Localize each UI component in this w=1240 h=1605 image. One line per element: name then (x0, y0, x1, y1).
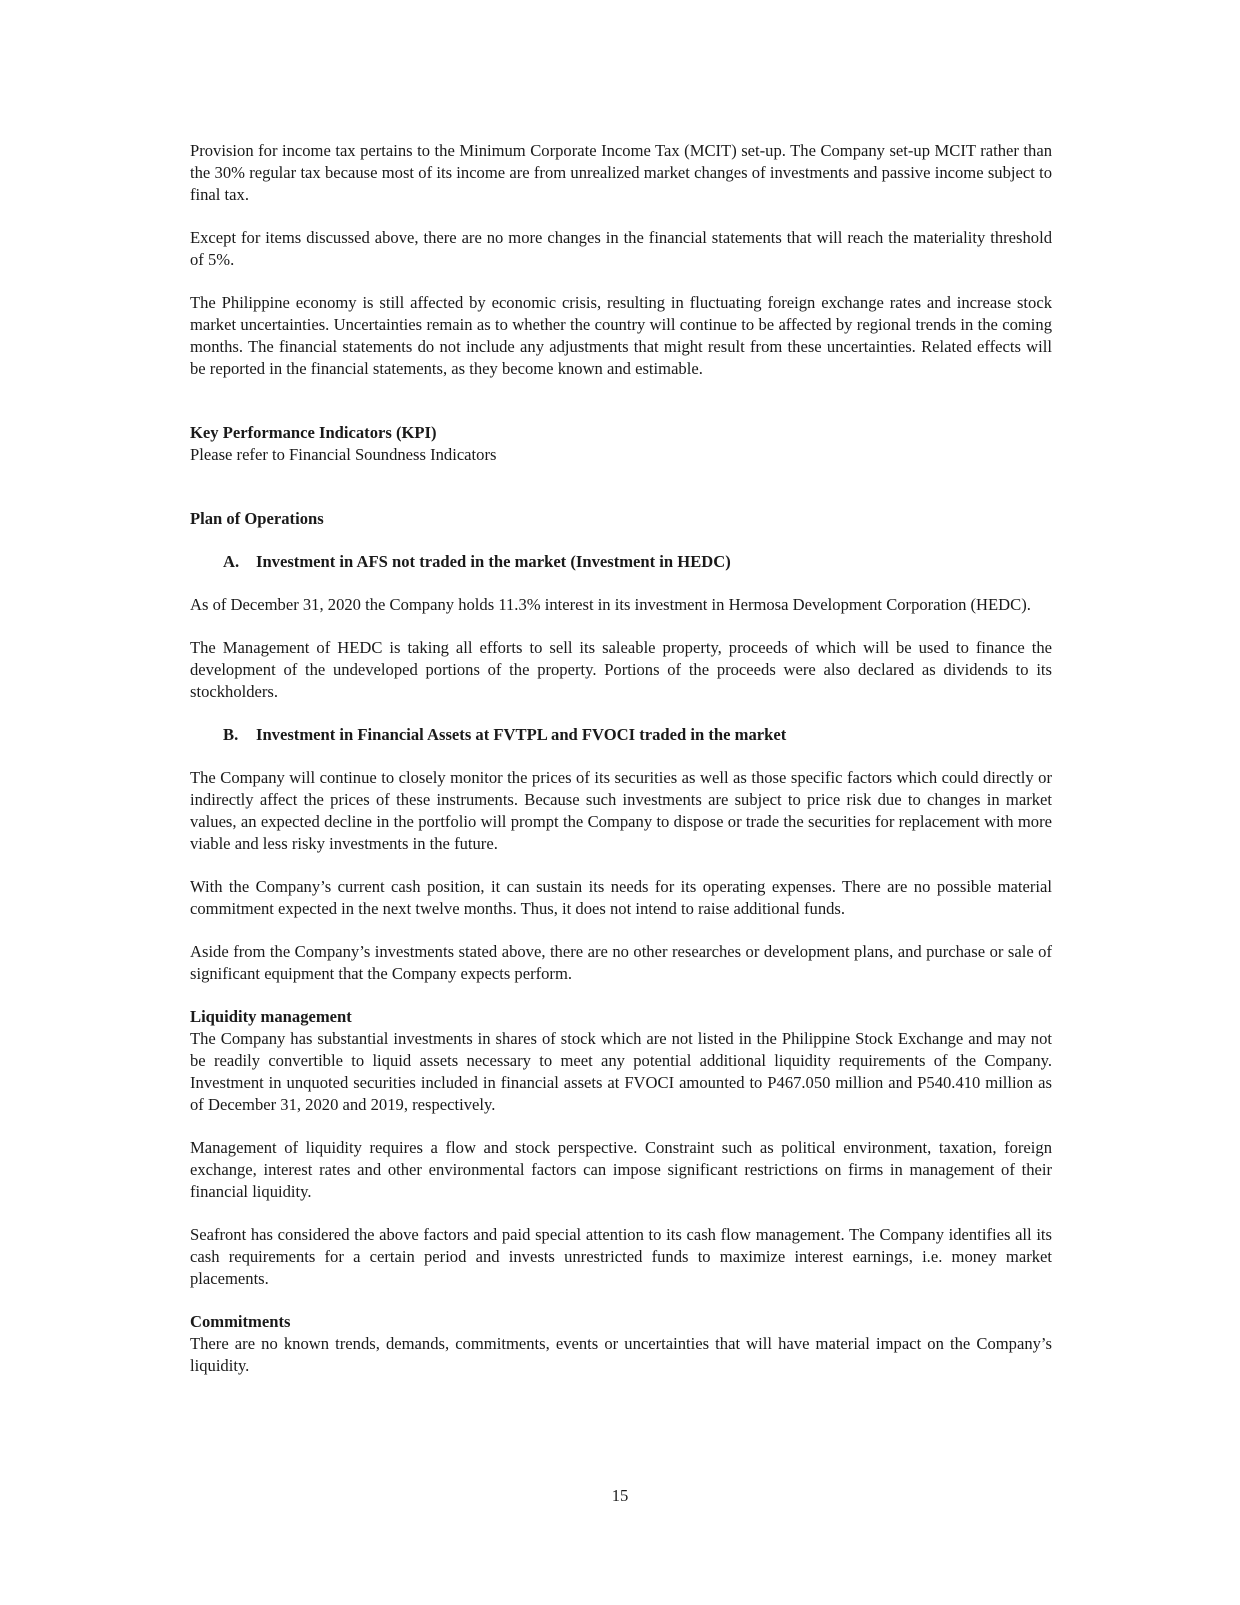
page-number: 15 (611, 1486, 629, 1505)
section-b-paragraph-3: Aside from the Company’s investments stated above, there are no other researches or development plans, and purchase or sale of significant equipment that the Company expects perform. (190, 942, 1052, 983)
commitments-text: There are no known trends, demands, commitments, events or uncertainties that will have material impact on the Company’s liquidity. (190, 1334, 1052, 1375)
paragraph-except: Except for items discussed above, there are no more changes in the financial statements that will reach the materiality threshold of 5%. (190, 228, 1052, 269)
paragraph-economy: The Philippine economy is still affected by economic crisis, resulting in fluctuating foreign exchange rates and increase stock market uncertainties. Uncertainties remain as to whether the country will continue to be affected by regional trends in the coming months. The financial statements do not include any adjustments that might result from these uncertainties. Related effects will be reported in the financial statements, as they become known and estimable. (190, 293, 1052, 378)
section-b-title: Investment in Financial Assets at FVTPL and FVOCI traded in the market (256, 725, 787, 744)
liquidity-paragraph-3: Seafront has considered the above factors and paid special attention to its cash flow management. The Company identifies all its cash requirements for a certain period and invests unrestricted funds to maximize interest earnings, i.e. money market placements. (190, 1225, 1052, 1288)
section-a-paragraph-1: As of December 31, 2020 the Company holds 11.3% interest in its investment in Hermosa Development Corporation (HEDC). (190, 595, 1031, 614)
section-b-letter: B. (223, 725, 239, 744)
section-a-title: Investment in AFS not traded in the market (Investment in HEDC) (256, 552, 731, 571)
section-a-heading (190, 551, 1052, 573)
liquidity-paragraph-2: Management of liquidity requires a flow and stock perspective. Constraint such as political environment, taxation, foreign exchange, interest rates and other environmental factors can impose significant restrictions on firms in management of their financial liquidity. (190, 1138, 1052, 1201)
section-a-letter: A. (223, 552, 240, 571)
commitments-heading: Commitments (190, 1312, 291, 1331)
liquidity-paragraph-1: The Company has substantial investments in shares of stock which are not listed in the Philippine Stock Exchange and may not be readily convertible to liquid assets necessary to meet any potential additional liquidity requirements of the Company. Investment in unquoted securities included in financial assets at FVOCI amounted to P467.050 million and P540.410 million as of December 31, 2020 and 2019, respectively. (190, 1029, 1052, 1114)
liquidity-heading: Liquidity management (190, 1007, 352, 1026)
section-b-heading (190, 724, 1052, 746)
kpi-heading: Key Performance Indicators (KPI) (190, 423, 437, 442)
plan-heading: Plan of Operations (190, 509, 324, 528)
paragraph-mcit: Provision for income tax pertains to the Minimum Corporate Income Tax (MCIT) set-up. The Company set-up MCIT rather than the 30% regular tax because most of its income are from unrealized market changes of investments and passive income subject to final tax. (190, 141, 1052, 204)
section-b-paragraph-2: With the Company’s current cash position, it can sustain its needs for its operating expenses. There are no possible material commitment expected in the next twelve months. Thus, it does not intend to raise additional funds. (190, 877, 1052, 918)
kpi-text: Please refer to Financial Soundness Indicators (190, 445, 497, 464)
document-page (190, 140, 1052, 1377)
section-a-paragraph-2: The Management of HEDC is taking all efforts to sell its saleable property, proceeds of which will be used to finance the development of the undeveloped portions of the property. Portions of the proceeds were also declared as dividends to its stockholders. (190, 638, 1052, 701)
section-b-paragraph-1: The Company will continue to closely monitor the prices of its securities as well as those specific factors which could directly or indirectly affect the prices of these instruments. Because such investments are subject to price risk due to changes in market values, an expected decline in the portfolio will prompt the Company to dispose or trade the securities for replacement with more viable and less risky investments in the future. (190, 768, 1052, 853)
